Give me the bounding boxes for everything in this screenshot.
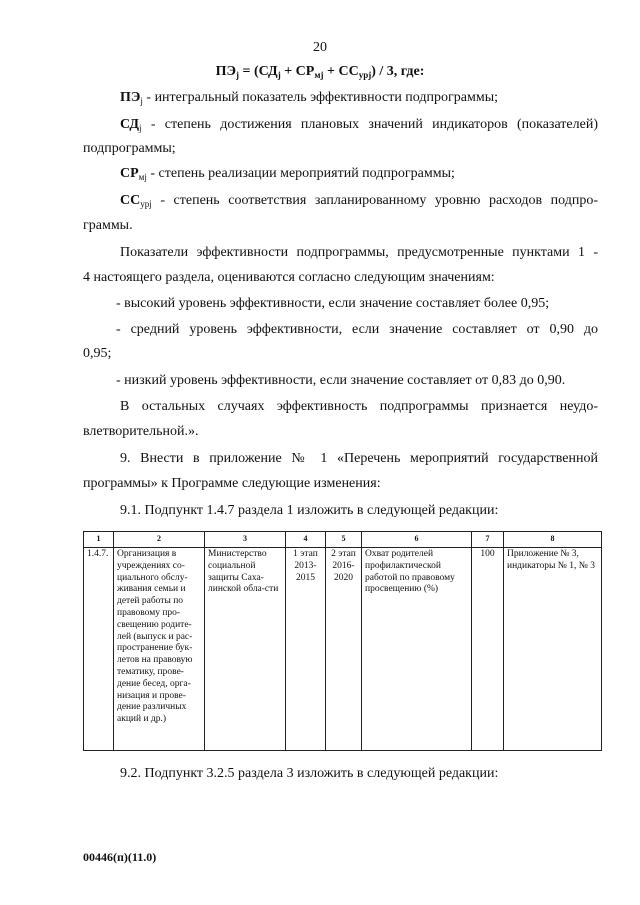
formula-term-ss: СС (338, 64, 359, 79)
formula-term-sr-sub: мj (314, 70, 324, 80)
other-cases-line1: В остальных случаях эффективность подпрограммы признается неудо- (120, 399, 598, 414)
definition-sd (120, 117, 598, 133)
table-header-cell: 2 (114, 532, 205, 548)
table-header-row (84, 532, 602, 548)
definition-ss (120, 193, 598, 209)
definition-text: - степень достижения плановых значений индикаторов (показателей) (141, 117, 598, 132)
definition-text: - степень реализации мероприятий подпрограммы; (146, 166, 455, 181)
formula-term-sr: СР (295, 64, 315, 79)
cell-link: Приложение № 3, индикаторы № 1, № 3 (504, 548, 602, 751)
table-header-cell: 6 (362, 532, 472, 548)
table-header-cell: 5 (326, 532, 362, 548)
definition-term: СР (120, 166, 139, 181)
table-header-cell: 8 (504, 532, 602, 548)
definition-sub: j (139, 123, 142, 133)
definition-sub: j (140, 96, 143, 106)
cell-number: 1.4.7. (84, 548, 114, 751)
table-header-cell: 4 (286, 532, 326, 548)
formula-lhs-sub: j (236, 70, 239, 80)
level-low: - низкий уровень эффективности, если значение составляет от 0,83 до 0,90. (116, 373, 566, 388)
cell-stage2: 2 этап 2016-2020 (326, 548, 362, 751)
table-header-cell: 3 (205, 532, 286, 548)
definition-text: - интегральный показатель эффективности подпрограммы; (142, 90, 498, 105)
definition-sub: мj (138, 172, 147, 182)
formula-plus: + (323, 64, 339, 79)
definition-term: ПЭ (120, 90, 141, 105)
table-header-cell: 1 (84, 532, 114, 548)
page-number: 20 (313, 40, 327, 55)
other-cases-line2: влетворительной.». (83, 424, 199, 439)
formula-tail: ) / 3, где: (371, 64, 425, 79)
formula-term-sd: СД (258, 64, 278, 79)
definition-ss-cont: граммы. (83, 218, 133, 233)
formula-plus: + (280, 64, 296, 79)
indicators-paragraph-line1: Показатели эффективности подпрограммы, предусмотренные пунктами 1 - (120, 245, 598, 260)
table-header-cell: 7 (472, 532, 504, 548)
item9-line1: 9. Внести в приложение № 1 «Перечень мероприятий государственной (120, 451, 598, 466)
formula (0, 64, 640, 80)
cell-stage1: 1 этап 2013-2015 (286, 548, 326, 751)
definition-term: СС (120, 193, 141, 208)
definition-sd-cont: подпрограммы; (83, 141, 176, 156)
level-mid-line1: - средний уровень эффективности, если значение составляет от 0,90 до (116, 322, 598, 337)
cell-executor: Министерство социальной защиты Саха-линской обла-сти (205, 548, 286, 751)
formula-term-ss-sub: урj (358, 70, 372, 80)
cell-value: 100 (472, 548, 504, 751)
level-mid-line2: 0,95; (83, 346, 112, 361)
item9-1-heading: 9.1. Подпункт 1.4.7 раздела 1 изложить в следующей редакции: (120, 503, 499, 518)
definition-term: СД (120, 117, 140, 132)
item9-2-heading: 9.2. Подпункт 3.2.5 раздела 3 изложить в следующей редакции: (120, 766, 499, 781)
level-high: - высокий уровень эффективности, если значение составляет более 0,95; (116, 296, 550, 311)
formula-lhs: ПЭ (215, 64, 236, 79)
cell-indicator: Охват родителей профилактической работой по правовому просвещению (%) (362, 548, 472, 751)
footer-code: 00446(п)(11.0) (83, 850, 157, 864)
formula-term-sd-sub: j (277, 70, 281, 80)
item9-line2: программы» к Программе следующие изменения: (83, 476, 381, 491)
formula-eq: = ( (239, 64, 259, 79)
cell-activity: Организация в учреждениях со-циального обслу-живания семьи и детей работы по правовому про-свещению родите-лей (выпуск и рас-пространение бук-летов на правовую тематику, прове-дение бесед, орга-низация и прове-дение различных акций и др.) (114, 548, 205, 751)
activities-table (83, 531, 602, 751)
definition-pe (120, 90, 498, 106)
definition-sub: урj (140, 199, 152, 209)
definition-text: - степень соответствия запланированному уровню расходов подпро- (151, 193, 598, 208)
indicators-paragraph-line2: 4 настоящего раздела, оцениваются согласно следующим значениям: (83, 270, 495, 285)
definition-sr (120, 166, 455, 182)
table-row (84, 548, 602, 751)
